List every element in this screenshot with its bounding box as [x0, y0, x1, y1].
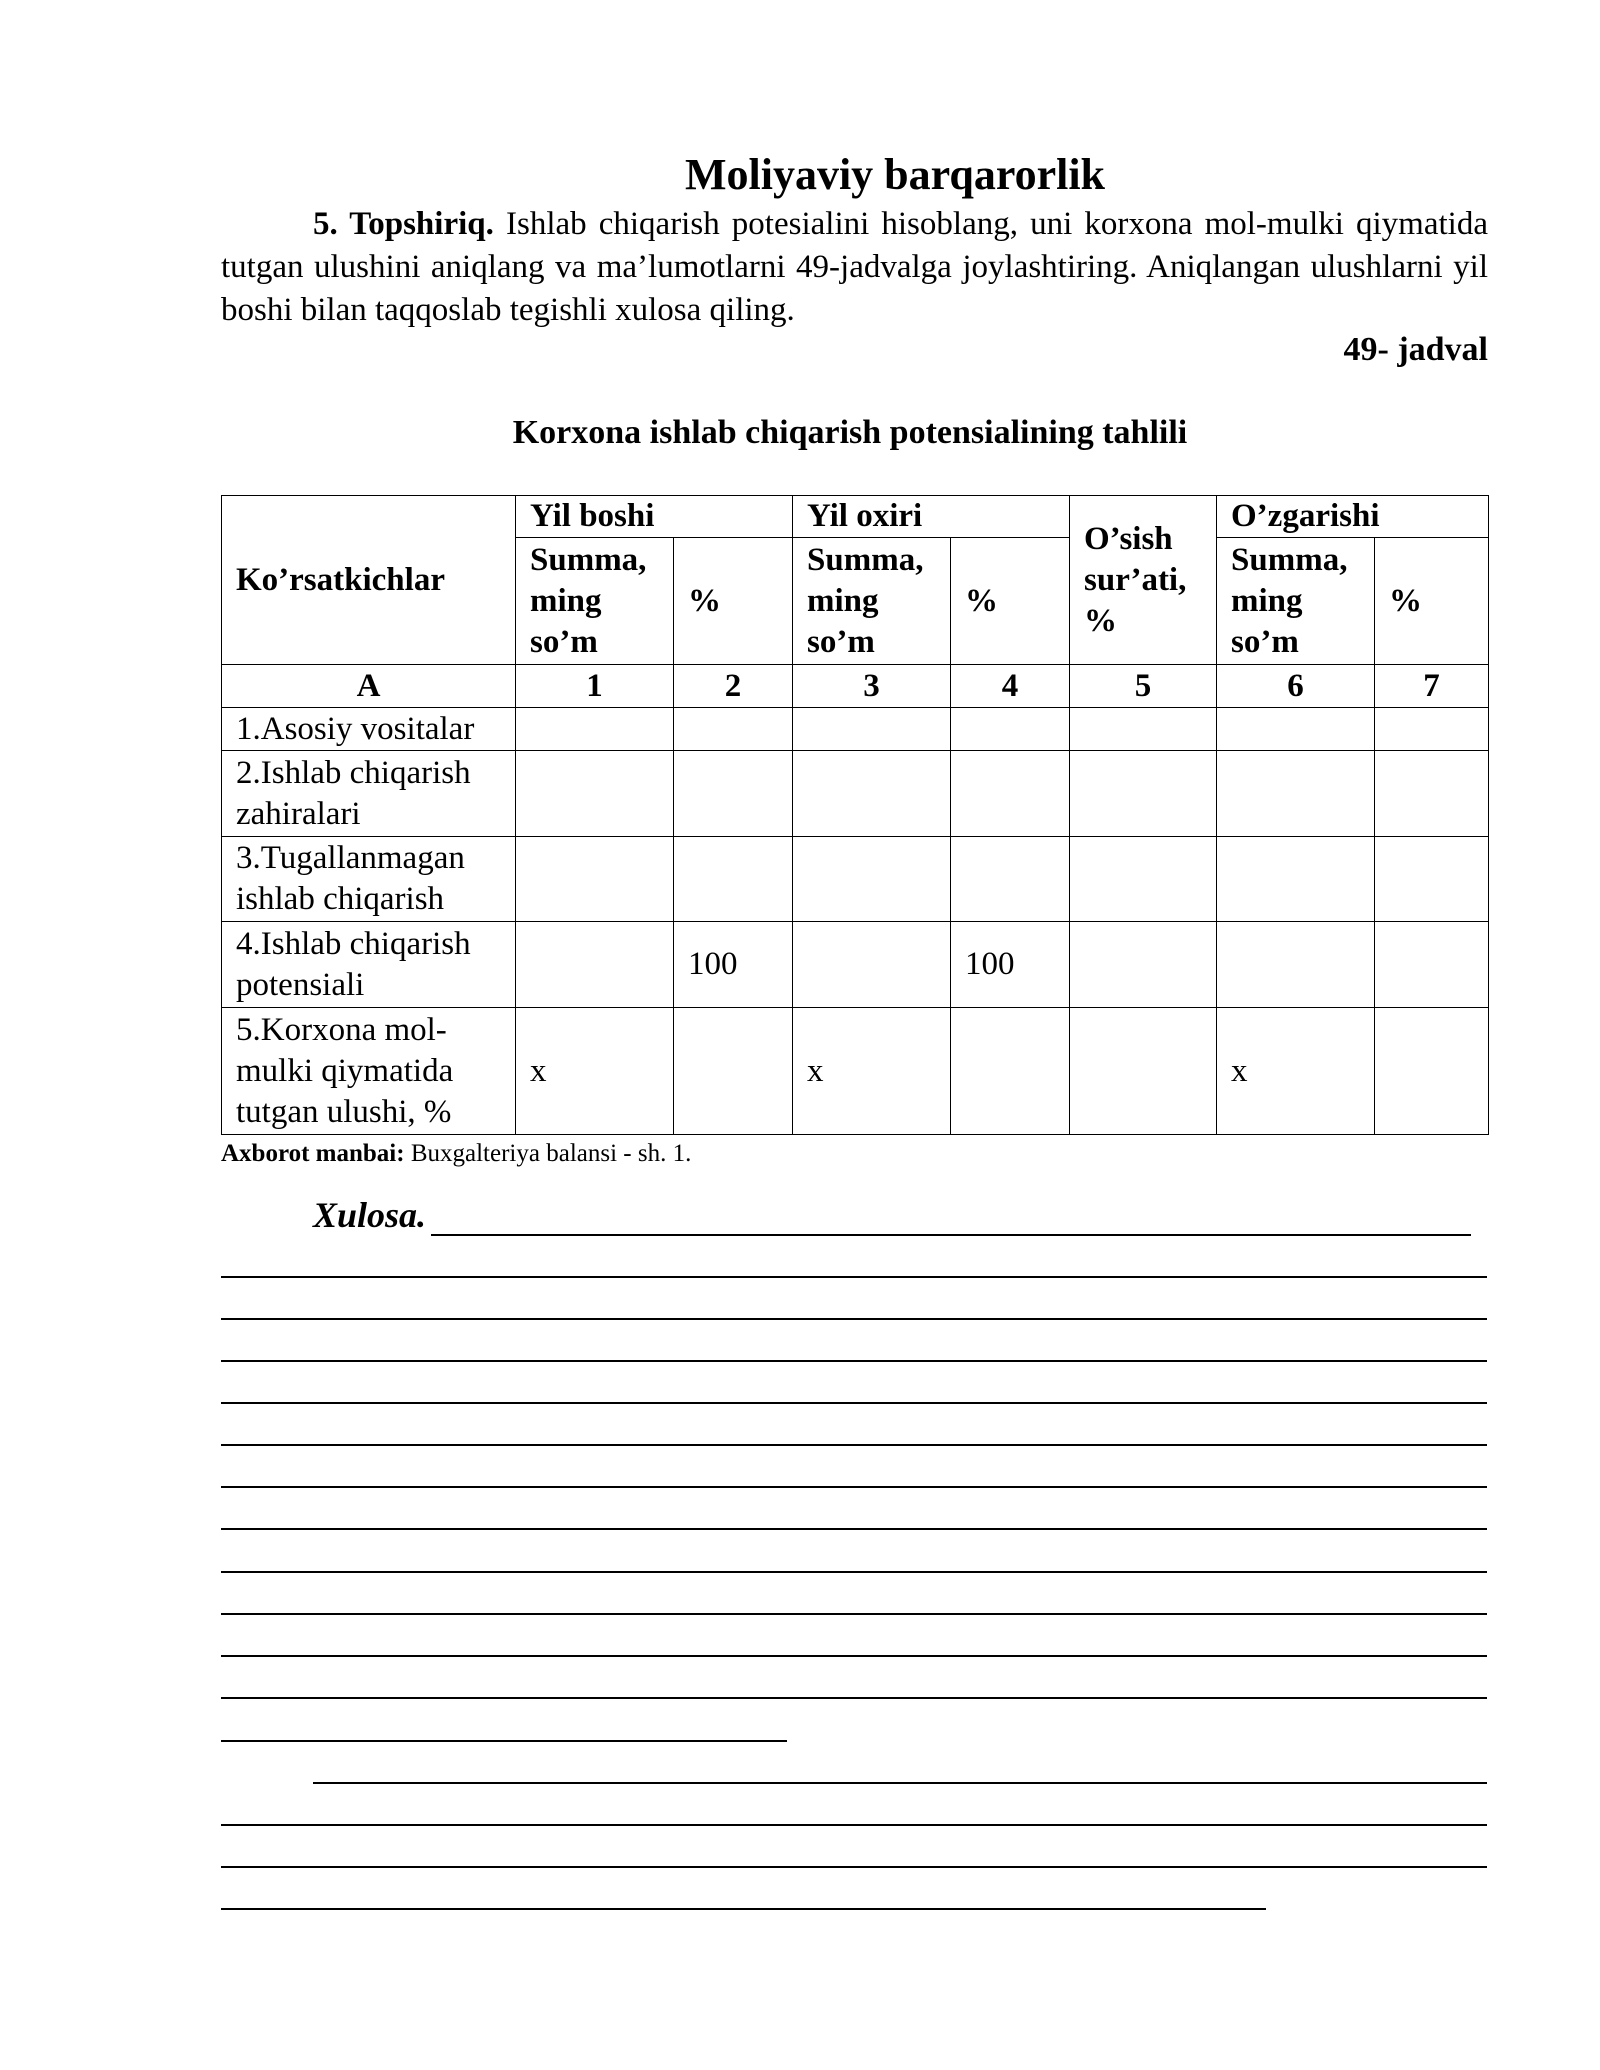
row-label: 3.Tugallanmagan ishlab chiqarish: [222, 837, 516, 922]
table-cell: [674, 837, 793, 922]
table-cell: [793, 751, 951, 837]
answer-line[interactable]: [221, 1276, 1487, 1278]
answer-line[interactable]: [221, 1571, 1487, 1573]
answer-line[interactable]: [221, 1613, 1487, 1615]
table-cell: [516, 837, 674, 922]
table-cell: [674, 708, 793, 751]
column-number-row: [222, 665, 1489, 708]
column-number: 5: [1070, 665, 1217, 708]
table-cell: [1070, 1008, 1217, 1135]
table-row: [222, 922, 1489, 1008]
table-cell: [1375, 1008, 1489, 1135]
table-cell: [793, 837, 951, 922]
source-label: Axborot manbai:: [221, 1140, 405, 1167]
table-cell: [1070, 837, 1217, 922]
table-row: [222, 708, 1489, 751]
column-number: 4: [951, 665, 1070, 708]
indicators-header: Ko’rsatkichlar: [222, 496, 516, 665]
table-cell: [951, 751, 1070, 837]
answer-line[interactable]: [313, 1782, 1487, 1784]
table-cell: x: [793, 1008, 951, 1135]
task-text: Ishlab chiqarish potesialini hisoblang, uni korxona mol-mulki qiymatida tutgan ulushini aniqlang va ma’lumotlarni 49-jadvalga joylashtiring. Aniqlangan ulushlarni yil boshi bilan taqqoslab tegishli xulosa qiling.: [221, 206, 1488, 328]
growth-rate-header: O’sish sur’ati, %: [1070, 496, 1217, 665]
table-cell: [516, 708, 674, 751]
answer-line[interactable]: [221, 1740, 787, 1742]
task-paragraph: [221, 203, 1488, 332]
table-cell: [1217, 922, 1375, 1008]
row-label: 2.Ishlab chiqarish zahiralari: [222, 751, 516, 837]
row-label: 5.Korxona mol-mulki qiymatida tutgan ulushi, %: [222, 1008, 516, 1135]
table-cell: [516, 751, 674, 837]
table-cell: [951, 837, 1070, 922]
analysis-table: [221, 495, 1489, 1135]
answer-line[interactable]: [221, 1824, 1487, 1826]
answer-line[interactable]: [221, 1697, 1487, 1699]
table-cell: [1070, 751, 1217, 837]
source-text: Buxgalteriya balansi - sh. 1.: [410, 1140, 692, 1167]
table-cell: [1217, 837, 1375, 922]
table-cell: [1375, 922, 1489, 1008]
year-end-header: Yil oxiri: [793, 496, 1070, 538]
table-caption: Korxona ishlab chiqarish potensialining tahlili: [512, 414, 1188, 451]
conclusion-answer-line[interactable]: [431, 1234, 1471, 1236]
column-number: 3: [793, 665, 951, 708]
table-row: [222, 1008, 1489, 1135]
answer-line[interactable]: [221, 1402, 1487, 1404]
table-cell: [793, 922, 951, 1008]
table-cell: [674, 1008, 793, 1135]
answer-line[interactable]: [221, 1444, 1487, 1446]
source-note: [221, 1138, 691, 1170]
table-cell: 100: [674, 922, 793, 1008]
change-header: O’zgarishi: [1217, 496, 1489, 538]
row-label: 1.Asosiy vositalar: [222, 708, 516, 751]
table-row: [222, 751, 1489, 837]
page-title: Moliyaviy barqarorlik: [684, 150, 1106, 199]
table-cell: x: [516, 1008, 674, 1135]
table-cell: [1375, 708, 1489, 751]
amount-header: Summa, ming so’m: [793, 538, 951, 665]
amount-header: Summa, ming so’m: [1217, 538, 1375, 665]
table-cell: [1217, 708, 1375, 751]
column-number: A: [222, 665, 516, 708]
percent-header: %: [951, 538, 1070, 665]
column-number: 1: [516, 665, 674, 708]
row-label: 4.Ishlab chiqarish potensiali: [222, 922, 516, 1008]
percent-header: %: [1375, 538, 1489, 665]
table-cell: x: [1217, 1008, 1375, 1135]
column-number: 7: [1375, 665, 1489, 708]
table-cell: [1070, 922, 1217, 1008]
table-cell: [1070, 708, 1217, 751]
table-cell: [793, 708, 951, 751]
table-cell: [674, 751, 793, 837]
table-cell: 100: [951, 922, 1070, 1008]
table-number: 49- jadval: [1343, 331, 1488, 368]
answer-line[interactable]: [221, 1486, 1487, 1488]
answer-line[interactable]: [221, 1908, 1266, 1910]
year-start-header: Yil boshi: [516, 496, 793, 538]
answer-line[interactable]: [221, 1318, 1487, 1320]
table-row: [222, 837, 1489, 922]
table-cell: [1375, 751, 1489, 837]
answer-line[interactable]: [221, 1866, 1487, 1868]
conclusion-label: Xulosa.: [313, 1195, 427, 1235]
column-number: 2: [674, 665, 793, 708]
table-cell: [1375, 837, 1489, 922]
answer-line[interactable]: [221, 1655, 1487, 1657]
table-cell: [951, 1008, 1070, 1135]
percent-header: %: [674, 538, 793, 665]
table-cell: [516, 922, 674, 1008]
table-cell: [1217, 751, 1375, 837]
column-number: 6: [1217, 665, 1375, 708]
task-label: 5. Topshiriq.: [313, 206, 494, 242]
table-cell: [951, 708, 1070, 751]
header-row-1: [222, 496, 1489, 538]
answer-line[interactable]: [221, 1528, 1487, 1530]
answer-line[interactable]: [221, 1360, 1487, 1362]
amount-header: Summa, ming so’m: [516, 538, 674, 665]
